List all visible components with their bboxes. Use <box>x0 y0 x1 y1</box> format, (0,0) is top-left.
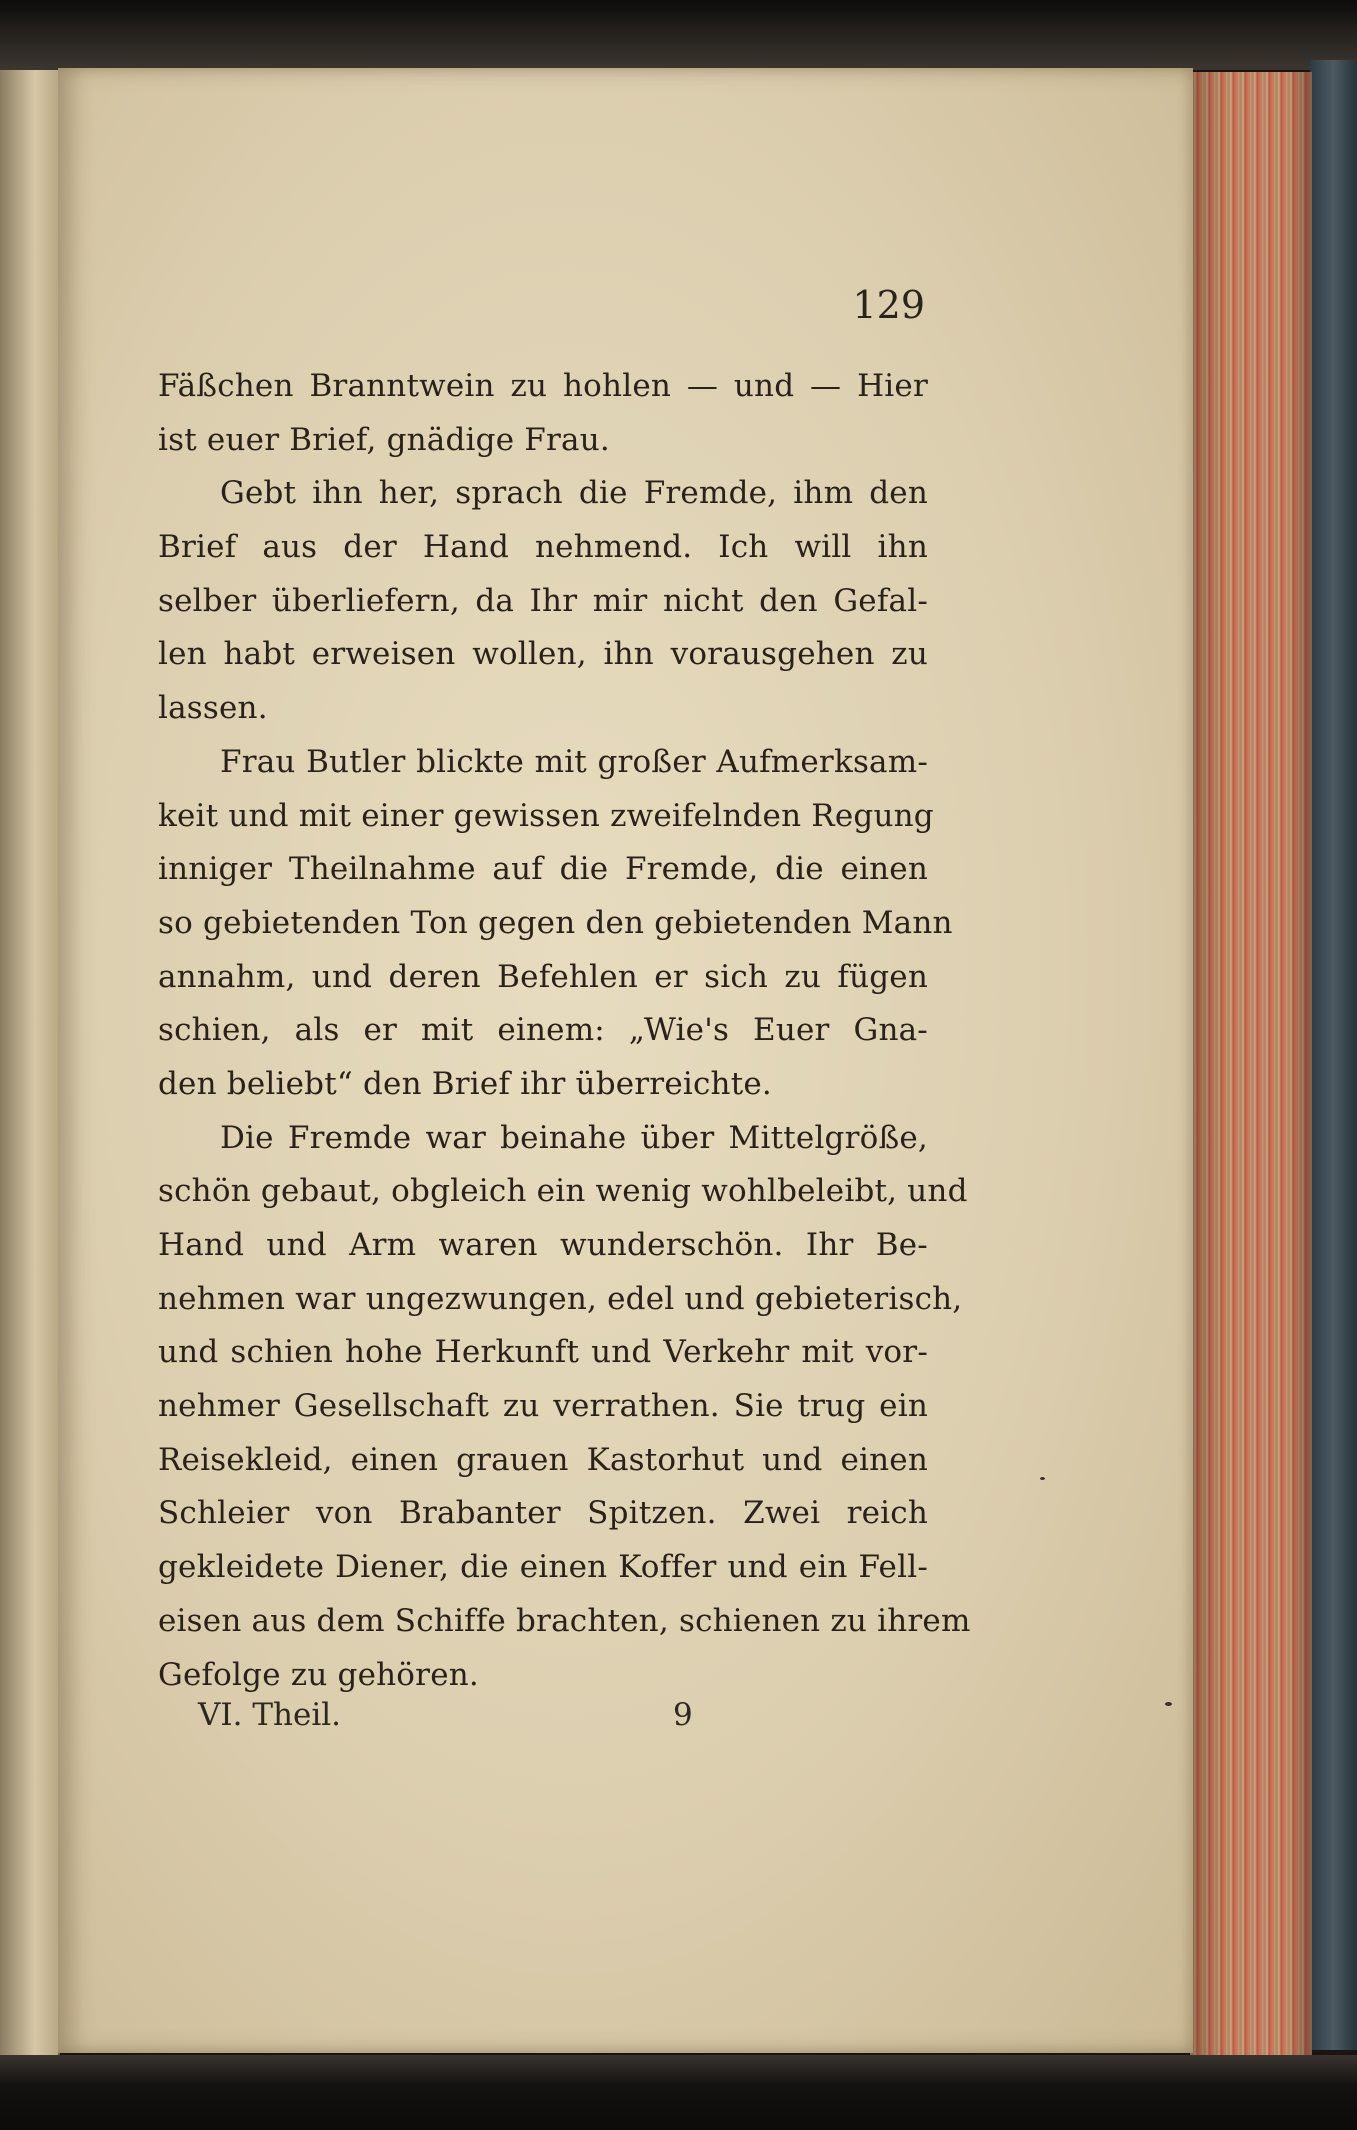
text-line: nehmen war ungezwungen, edel und gebieterisch, <box>158 1280 963 1317</box>
text-line: len habt erweisen wollen, ihn vorausgehen zu <box>158 636 928 673</box>
text-line: Die Fremde war beinahe über Mittelgröße, <box>220 1119 928 1156</box>
volume-signature: VI. Theil. <box>198 1697 342 1733</box>
page-number: 129 <box>852 283 925 327</box>
text-line: Brief aus der Hand nehmend. Ich will ihn <box>158 529 928 566</box>
text-line: Schleier von Brabanter Spitzen. Zwei reich <box>158 1495 928 1532</box>
text-line: Frau Butler blickte mit großer Aufmerksam- <box>220 743 928 780</box>
text-line: Hand und Arm waren wunderschön. Ihr Be- <box>158 1227 928 1263</box>
text-line: keit und mit einer gewissen zweifelnden Regung <box>158 797 934 834</box>
text-line: und schien hohe Herkunft und Verkehr mit vor- <box>158 1334 928 1371</box>
text-line: so gebietenden Ton gegen den gebietenden Mann <box>158 904 953 941</box>
text-line: den beliebt“ den Brief ihr überreichte. <box>158 1065 772 1102</box>
text-line: inniger Theilnahme auf die Fremde, die einen <box>158 851 928 888</box>
text-line: Gebt ihn her, sprach die Fremde, ihm den <box>220 475 928 512</box>
cover-top <box>0 0 1357 70</box>
text-line: lassen. <box>158 690 268 727</box>
cover-bottom <box>0 2055 1357 2130</box>
text-line: nehmer Gesellschaft zu verrathen. Sie trug ein <box>158 1388 928 1425</box>
text-line: annahm, und deren Befehlen er sich zu fügen <box>158 958 928 995</box>
facing-page-edge <box>0 70 60 2060</box>
text-line: Reisekleid, einen grauen Kastorhut und einen <box>158 1441 928 1478</box>
text-line: ist euer Brief, gnädige Frau. <box>158 421 610 458</box>
text-line: gekleidete Diener, die einen Koffer und ein Fell- <box>158 1549 928 1586</box>
text-line: schien, als er mit einem: „Wie's Euer Gna- <box>158 1012 928 1049</box>
text-line: Fäßchen Branntwein zu hohlen — und — Hier <box>158 368 928 404</box>
paper-speck <box>1040 1477 1045 1480</box>
text-line: schön gebaut, obgleich ein wenig wohlbeleibt, und <box>158 1173 968 1210</box>
page-footer <box>198 1697 718 1747</box>
sheet-mark: 9 <box>673 1697 693 1733</box>
paper-speck <box>1165 1702 1172 1706</box>
text-line: eisen aus dem Schiffe brachten, schienen zu ihrem <box>158 1602 971 1639</box>
body-text <box>158 360 971 1702</box>
text-line: selber überliefern, da Ihr mir nicht den Gefal- <box>158 582 928 619</box>
fore-edge-shadow <box>1190 72 1312 2057</box>
cover-edge <box>1310 60 1357 2050</box>
text-line: Gefolge zu gehören. <box>158 1656 479 1693</box>
